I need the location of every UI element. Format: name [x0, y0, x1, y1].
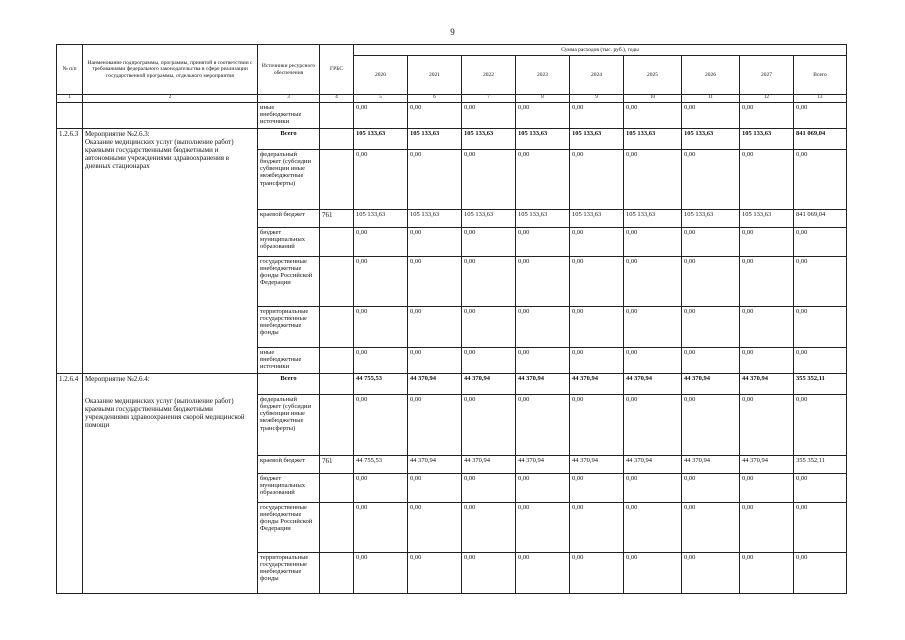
value-cell: 0,00 — [794, 503, 847, 553]
row-source: федеральный бюджет (субсидии субвенции иные межбюджетные трансферты) — [258, 150, 320, 210]
value-cell: 0,00 — [462, 395, 516, 456]
header-year: 2020 — [354, 56, 408, 95]
row-grbs — [320, 129, 354, 150]
value-cell: 0,00 — [354, 503, 408, 553]
value-cell: 0,00 — [794, 348, 847, 374]
measure-description: Оказание медицинских услуг (выполнение работ) краевыми государственными бюджетными и автономными учреждениями здравоохранения в дневных стационарах — [85, 138, 234, 171]
row-grbs — [320, 474, 354, 503]
header-source: Источники ресурсного обеспечения — [258, 45, 320, 95]
value-cell: 0,00 — [408, 103, 462, 129]
value-cell: 0,00 — [740, 228, 794, 257]
value-cell: 0,00 — [570, 228, 624, 257]
value-cell: 0,00 — [624, 503, 682, 553]
row-grbs — [320, 103, 354, 129]
value-cell: 0,00 — [570, 257, 624, 307]
header-year: 2025 — [624, 56, 682, 95]
row-grbs — [320, 374, 354, 395]
value-cell: 0,00 — [740, 348, 794, 374]
value-cell: 0,00 — [354, 348, 408, 374]
header-row — [57, 45, 847, 56]
value-cell: 0,00 — [516, 307, 570, 348]
value-cell: 44 370,94 — [462, 374, 516, 395]
value-cell: 0,00 — [682, 395, 740, 456]
value-cell: 841 069,04 — [794, 210, 847, 228]
value-cell: 0,00 — [570, 307, 624, 348]
column-number: 8 — [516, 95, 570, 103]
row-source: краевой бюджет — [258, 456, 320, 474]
value-cell: 0,00 — [740, 257, 794, 307]
measure-name — [83, 374, 258, 594]
value-cell: 105 133,63 — [516, 210, 570, 228]
value-cell: 0,00 — [516, 228, 570, 257]
value-cell: 44 370,94 — [462, 456, 516, 474]
value-cell: 0,00 — [354, 395, 408, 456]
value-cell: 0,00 — [740, 307, 794, 348]
header-year: 2026 — [682, 56, 740, 95]
header-year: Всего — [794, 56, 847, 95]
value-cell: 0,00 — [570, 395, 624, 456]
column-number: 6 — [408, 95, 462, 103]
value-cell: 105 133,63 — [354, 210, 408, 228]
table-row — [57, 129, 847, 150]
measure-name — [83, 129, 258, 374]
row-grbs — [320, 307, 354, 348]
value-cell: 0,00 — [682, 348, 740, 374]
column-number: 3 — [258, 95, 320, 103]
value-cell: 0,00 — [462, 503, 516, 553]
value-cell: 0,00 — [408, 395, 462, 456]
value-cell: 105 133,63 — [354, 129, 408, 150]
header-year: 2024 — [570, 56, 624, 95]
header-year: 2022 — [462, 56, 516, 95]
value-cell: 0,00 — [624, 257, 682, 307]
value-cell: 105 133,63 — [462, 210, 516, 228]
value-cell: 0,00 — [408, 150, 462, 210]
value-cell: 105 133,63 — [682, 210, 740, 228]
column-number: 4 — [320, 95, 354, 103]
value-cell: 0,00 — [682, 257, 740, 307]
value-cell: 0,00 — [794, 474, 847, 503]
column-number: 11 — [682, 95, 740, 103]
value-cell: 105 133,63 — [624, 129, 682, 150]
header-year: 2023 — [516, 56, 570, 95]
value-cell: 105 133,63 — [570, 129, 624, 150]
value-cell: 0,00 — [624, 553, 682, 594]
row-grbs: 761 — [320, 456, 354, 474]
column-number-row — [57, 95, 847, 103]
value-cell: 0,00 — [682, 553, 740, 594]
column-number: 9 — [570, 95, 624, 103]
value-cell: 105 133,63 — [682, 129, 740, 150]
value-cell: 0,00 — [516, 257, 570, 307]
row-grbs — [320, 503, 354, 553]
value-cell: 105 133,63 — [624, 210, 682, 228]
value-cell: 44 755,53 — [354, 374, 408, 395]
value-cell: 0,00 — [682, 228, 740, 257]
value-cell: 44 370,94 — [624, 456, 682, 474]
value-cell: 44 370,94 — [408, 456, 462, 474]
value-cell: 0,00 — [740, 150, 794, 210]
value-cell: 105 133,63 — [570, 210, 624, 228]
value-cell: 0,00 — [462, 103, 516, 129]
value-cell: 0,00 — [570, 553, 624, 594]
value-cell: 0,00 — [624, 395, 682, 456]
header-name: Наименование подпрограммы, программы, принятой в соответствии с требованиями федерального законодательства в сфере реализации государственной программы, отдельного мероприятия — [83, 45, 258, 95]
value-cell: 0,00 — [516, 103, 570, 129]
value-cell: 0,00 — [516, 474, 570, 503]
measure-title: Мероприятие №2.6.4: — [85, 375, 150, 383]
value-cell: 44 370,94 — [682, 374, 740, 395]
value-cell: 0,00 — [794, 553, 847, 594]
value-cell: 44 370,94 — [740, 456, 794, 474]
value-cell: 0,00 — [570, 348, 624, 374]
value-cell: 0,00 — [794, 395, 847, 456]
value-cell: 0,00 — [624, 103, 682, 129]
value-cell: 0,00 — [462, 474, 516, 503]
value-cell: 0,00 — [794, 307, 847, 348]
value-cell: 105 133,63 — [408, 210, 462, 228]
value-cell: 0,00 — [740, 103, 794, 129]
value-cell: 0,00 — [624, 307, 682, 348]
value-cell: 0,00 — [740, 553, 794, 594]
value-cell: 0,00 — [740, 503, 794, 553]
value-cell: 0,00 — [408, 474, 462, 503]
value-cell: 0,00 — [408, 257, 462, 307]
column-number: 13 — [794, 95, 847, 103]
value-cell: 0,00 — [354, 474, 408, 503]
value-cell: 0,00 — [408, 307, 462, 348]
value-cell: 44 370,94 — [740, 374, 794, 395]
value-cell: 44 370,94 — [570, 456, 624, 474]
row-source: государственные внебюджетные фонды Российской Федерации — [258, 257, 320, 307]
value-cell: 0,00 — [682, 150, 740, 210]
value-cell: 841 069,04 — [794, 129, 847, 150]
value-cell: 0,00 — [462, 348, 516, 374]
column-number: 7 — [462, 95, 516, 103]
value-cell: 0,00 — [794, 103, 847, 129]
value-cell: 0,00 — [624, 150, 682, 210]
value-cell: 44 370,94 — [624, 374, 682, 395]
value-cell: 0,00 — [408, 503, 462, 553]
value-cell: 0,00 — [740, 395, 794, 456]
row-source: иные внебюджетные источники — [258, 103, 320, 129]
value-cell: 105 133,63 — [408, 129, 462, 150]
value-cell: 0,00 — [682, 474, 740, 503]
value-cell: 0,00 — [794, 257, 847, 307]
row-source: бюджет муниципальных образований — [258, 228, 320, 257]
row-source: территориальные государственные внебюджетные фонды — [258, 553, 320, 594]
value-cell: 0,00 — [516, 503, 570, 553]
value-cell: 44 755,53 — [354, 456, 408, 474]
row-source: государственные внебюджетные фонды Российской Федерации — [258, 503, 320, 553]
measure-title: Мероприятие №2.6.3: — [85, 130, 150, 138]
row-grbs — [320, 395, 354, 456]
value-cell: 0,00 — [354, 150, 408, 210]
value-cell: 44 370,94 — [408, 374, 462, 395]
value-cell: 0,00 — [354, 257, 408, 307]
value-cell: 0,00 — [516, 150, 570, 210]
row-grbs — [320, 150, 354, 210]
measure-number: 1.2.6.4 — [57, 374, 83, 594]
budget-table — [56, 44, 847, 594]
column-number: 5 — [354, 95, 408, 103]
value-cell: 44 370,94 — [516, 374, 570, 395]
value-cell: 44 370,94 — [682, 456, 740, 474]
value-cell: 0,00 — [462, 257, 516, 307]
row-source: Всего — [258, 129, 320, 150]
row-grbs — [320, 348, 354, 374]
table-row — [57, 374, 847, 395]
value-cell: 0,00 — [516, 348, 570, 374]
value-cell: 0,00 — [794, 228, 847, 257]
value-cell: 105 133,63 — [462, 129, 516, 150]
value-cell: 0,00 — [516, 553, 570, 594]
row-source: краевой бюджет — [258, 210, 320, 228]
value-cell: 0,00 — [408, 348, 462, 374]
row-number — [57, 103, 83, 129]
row-grbs — [320, 257, 354, 307]
value-cell: 44 370,94 — [516, 456, 570, 474]
value-cell: 0,00 — [354, 228, 408, 257]
header-year: 2021 — [408, 56, 462, 95]
row-grbs: 761 — [320, 210, 354, 228]
page-number: 9 — [450, 27, 455, 37]
row-source: Всего — [258, 374, 320, 395]
header-sum-title: Сумма расходов (тыс. руб.), годы — [354, 45, 847, 56]
value-cell: 0,00 — [354, 553, 408, 594]
column-number: 10 — [624, 95, 682, 103]
value-cell: 0,00 — [408, 228, 462, 257]
value-cell: 0,00 — [462, 228, 516, 257]
row-grbs — [320, 228, 354, 257]
row-source: федеральный бюджет (субсидии субвенции иные межбюджетные трансферты) — [258, 395, 320, 456]
value-cell: 0,00 — [354, 307, 408, 348]
header-year: 2027 — [740, 56, 794, 95]
value-cell: 105 133,63 — [740, 210, 794, 228]
measure-description: Оказание медицинских услуг (выполнение работ) краевыми государственными бюджетными учреждениями здравоохранения скорой медицинской помощи — [85, 397, 245, 430]
column-number: 1 — [57, 95, 83, 103]
value-cell: 0,00 — [624, 348, 682, 374]
value-cell: 355 352,11 — [794, 456, 847, 474]
row-source: территориальные государственные внебюджетные фонды — [258, 307, 320, 348]
value-cell: 0,00 — [462, 307, 516, 348]
value-cell: 0,00 — [462, 150, 516, 210]
value-cell: 0,00 — [570, 103, 624, 129]
row-grbs — [320, 553, 354, 594]
value-cell: 0,00 — [740, 474, 794, 503]
value-cell: 355 352,11 — [794, 374, 847, 395]
header-grbs: ГРБС — [320, 45, 354, 95]
value-cell: 105 133,63 — [516, 129, 570, 150]
row-source: иные внебюджетные источники — [258, 348, 320, 374]
header-no: № п/п — [57, 45, 83, 95]
row-name — [83, 103, 258, 129]
value-cell: 0,00 — [682, 307, 740, 348]
measure-number: 1.2.6.3 — [57, 129, 83, 374]
value-cell: 0,00 — [682, 503, 740, 553]
value-cell: 0,00 — [408, 553, 462, 594]
value-cell: 0,00 — [624, 228, 682, 257]
value-cell: 44 370,94 — [570, 374, 624, 395]
value-cell: 0,00 — [516, 395, 570, 456]
value-cell: 105 133,63 — [740, 129, 794, 150]
value-cell: 0,00 — [682, 103, 740, 129]
column-number: 12 — [740, 95, 794, 103]
value-cell: 0,00 — [570, 503, 624, 553]
value-cell: 0,00 — [354, 103, 408, 129]
table-row — [57, 103, 847, 129]
value-cell: 0,00 — [462, 553, 516, 594]
value-cell: 0,00 — [570, 474, 624, 503]
value-cell: 0,00 — [570, 150, 624, 210]
value-cell: 0,00 — [624, 474, 682, 503]
column-number: 2 — [83, 95, 258, 103]
value-cell: 0,00 — [794, 150, 847, 210]
row-source: бюджет муниципальных образований — [258, 474, 320, 503]
